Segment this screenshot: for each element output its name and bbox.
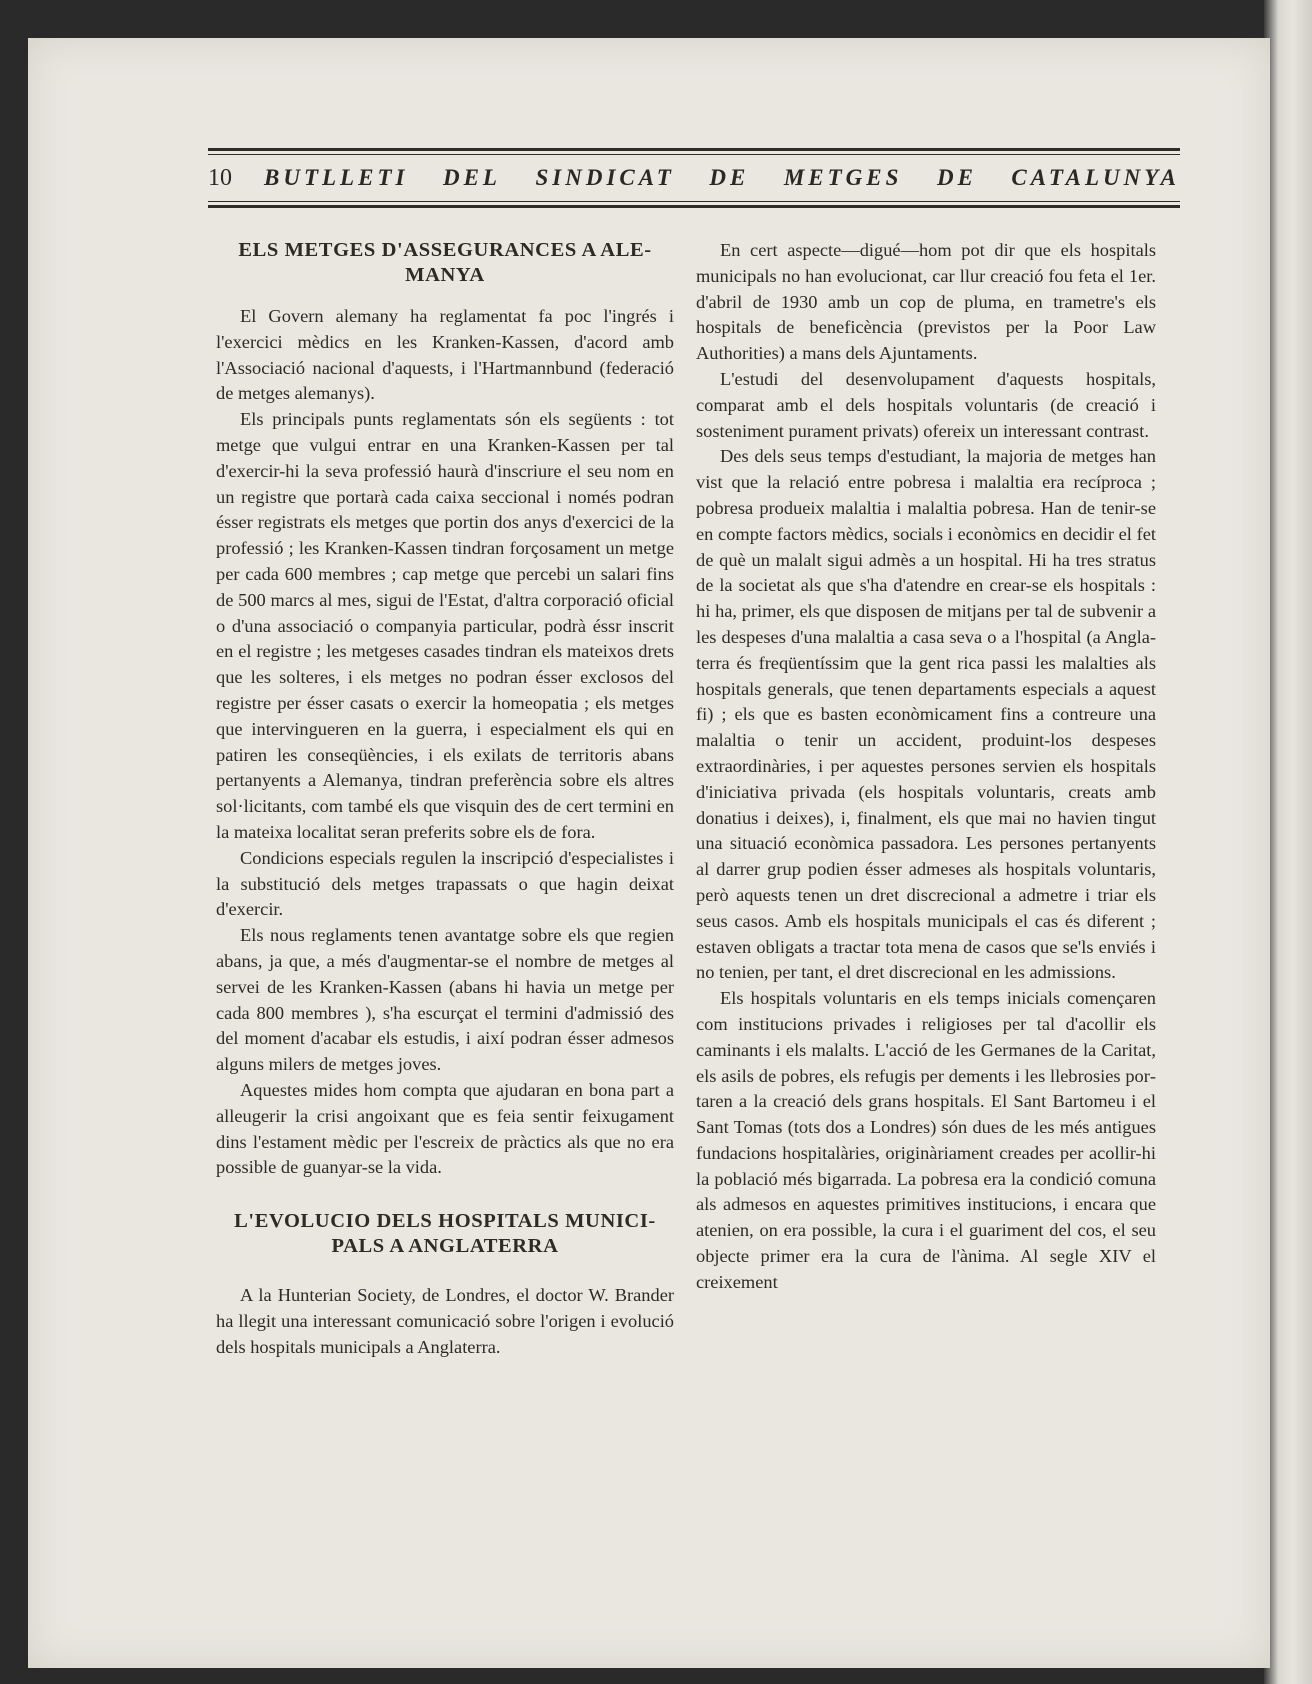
running-title-word: DEL — [442, 165, 501, 190]
running-title-word: METGES — [783, 165, 903, 190]
right-column — [696, 238, 1156, 1296]
running-title-word: CATALUNYA — [1011, 165, 1180, 190]
running-header — [208, 160, 1180, 196]
left-column — [216, 238, 674, 1360]
paragraph: A la Hunterian Society, de Londres, el doctor W. Brander ha llegit una interessant comunicació sobre l'origen i evolució dels hospitals municipals a Anglaterra. — [216, 1285, 674, 1357]
article-title: ELS METGES D'ASSEGURANCES A ALE- MANYA — [238, 239, 652, 286]
running-title-word: SINDICAT — [535, 165, 675, 190]
article-title: L'EVOLUCIO DELS HOSPITALS MUNICI- PALS A ANGLATERRA — [234, 1210, 656, 1258]
paragraph: Els nous reglaments tenen avantatge sobre els que regien abans, ja que, a més d'augmentar-se el nombre de metges al servei de les Kranken-Kassen (abans hi havia un metge per cada 800 membres ), s'ha escurçat el termini d'admissió des del moment d'acabar els estudis, i així podran ésser admesos alguns milers de metges joves. — [216, 925, 674, 1075]
paragraph: L'estudi del desenvolupament d'aquests hospitals, comparat amb el dels hospitals voluntaris (de creació i sosteniment purament privats) ofereix un interessant contrast. — [696, 368, 1156, 441]
paragraph: En cert aspecte—digué—hom pot dir que els hospitals municipals no han evolucionat, car llur creació fou feta el 1er. d'abril de 1930 amb un cop de pluma, en trametre's els hospitals de beneficència (previstos per la Poor Law Authorities) a mans dels Ajuntaments. — [696, 240, 1156, 364]
paragraph: Condicions especials regulen la inscripció d'especialistes i la substitució dels metges trapassats o que hagin deixat d'exercir. — [216, 847, 674, 920]
paragraph: Els hospitals voluntaris en els temps inicials començaren com institucions privades i religioses per tal d'acollir els caminants i els malalts. L'acció de les Germanes de la Caritat, els asils de pobres, els refugis per dements i les llebrosies portaren a la creació dels grans hospitals. El Sant Bartomeu i el Sant Tomas (tots dos a Londres) són dues de les més antigues fundacions hospitalàries, originàriament creades per acollir-hi la població més bigarrada. La pobresa era la condició comuna als admesos en aquestes primitives institucions, i encara que atenien, on era possible, la cura i el guariment del cos, el seu objecte primer era la cura de l'ànima. Al segle XIV el creixement — [696, 988, 1156, 1292]
scan-edge — [1264, 0, 1312, 1684]
paragraph: Els principals punts reglamentats són els següents : tot metge que vulgui entrar en una Kranken-Kassen per tal d'exercir-hi la seva professió haurà d'inscriure el seu nom en un registre que portarà cada caixa seccional i només podran ésser registrats els metges que portin dos anys d'exercici de la professió ; les Kranken-Kassen tindran forçosament un metge per cada 600 membres ; cap metge que percebi un salari fins de 500 marcs al mes, sigui de l'Estat, d'altra corporació oficial o d'una associació o companyia particular, podrà éssr inscrit en el registre ; les metgeses casades tindran els mateixos drets que les solteres, i els metges no podran ésser exclosos del registre per ésser casats o exercir la homeopatia ; els metges que intervingueren en la guerra, i especialment els qui en patiren les conseqüències, i els exilats de territoris abans pertanyents a Alemanya, tindran preferència sobre els altres sol·licitants, com també els que visquin des de cert termini en la mateixa localitat seran preferits sobre els de fora. — [216, 409, 674, 842]
paragraph: El Govern alemany ha reglamentat fa poc l'ingrés i l'exercici mèdics en les Kranken-Kassen, d'acord amb l'Associació nacional d'aquests, i l'Hartmannbund (federació de metges alemanys). — [216, 306, 674, 404]
running-title — [264, 165, 1180, 191]
header-rule-top-thin — [208, 154, 1180, 155]
running-title-word: DE — [709, 165, 750, 190]
header-rule-bottom-thin — [208, 201, 1180, 202]
paragraph: Des dels seus temps d'estudiant, la majoria de metges han vist que la relació entre pobresa i malaltia era recíproca ; pobresa produeix malaltia i malaltia pobresa. Han de tenir-se en compte factors mèdics, socials i econòmics en decidir el fet de què un malalt sigui admès a un hospital. Hi ha tres stratus de la societat als que s'ha d'atendre en crear-se els hospitals : hi ha, primer, els que disposen de mitjans per tal de subvenir a les despeses d'una malaltia a casa seva o a l'hospital (a Anglaterra és freqüentíssim que la gent rica passi les malalties als hospitals generals, que tenen departaments especials a aquest fi) ; els que es basten econòmicament fins a contreure una malaltia o tenir un accident, produint-los despeses extraordinàries, i per aquestes persones servien els hospitals d'iniciativa privada (els hospitals voluntaris, creats amb donatius i deixes), i, finalment, els que mai no havien tingut una situació econòmica passadora. Les persones pertanyents al darrer grup podien ésser admeses als hospitals voluntaris, però aquests tenen un dret discrecional a admetre i triar els seus casos. Amb els hospitals municipals el cas és diferent ; estaven obligats a tractar tota mena de casos que se'ls enviés i no tenien, per tant, el dret discrecional en les admissions. — [696, 446, 1156, 983]
running-title-word: DE — [936, 165, 977, 190]
running-title-word: BUTLLETI — [264, 165, 409, 190]
header-rule-bottom — [208, 205, 1180, 208]
page-number: 10 — [208, 164, 232, 191]
paragraph: Aquestes mides hom compta que ajudaran en bona part a alleugerir la crisi angoixant que es feia sentir feixugament dins l'estament mèdic per l'escreix de pràctics als que no era possible de guanyar-se la vida. — [216, 1079, 674, 1178]
document-page — [28, 38, 1270, 1668]
header-rule-top — [208, 148, 1180, 151]
